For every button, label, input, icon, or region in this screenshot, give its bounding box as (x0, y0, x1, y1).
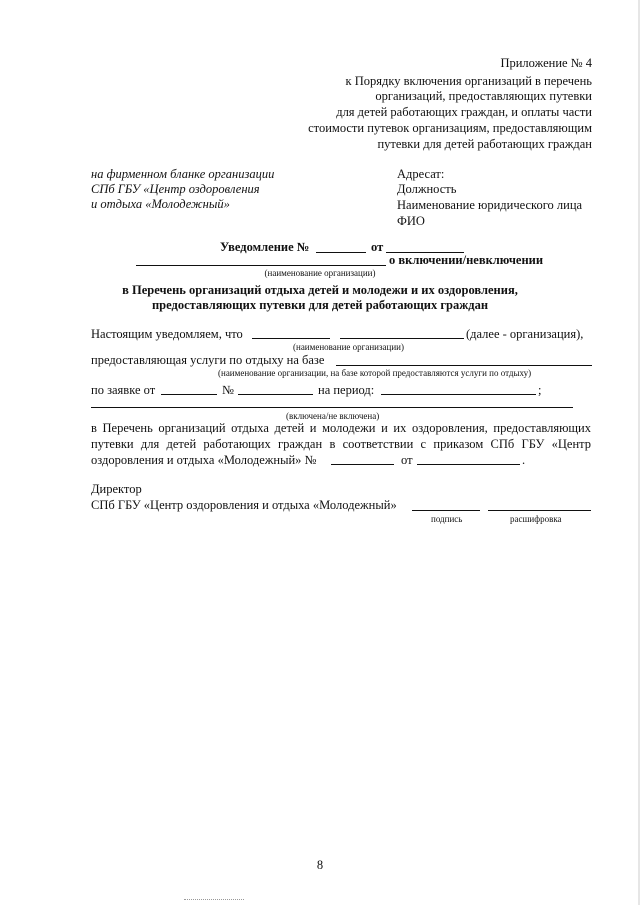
paragraph-text: предоставляющая услуги по отдыху на базе (91, 353, 325, 367)
notice-date-label: от (371, 240, 384, 254)
request-number-blank (238, 394, 313, 395)
letterhead-line: и отдыха «Молодежный» (91, 197, 230, 211)
paragraph-text: (далее - организация), (466, 327, 584, 341)
order-number-blank (331, 464, 394, 465)
org-name-blank (252, 338, 330, 339)
page-number: 8 (316, 858, 324, 872)
signature-hint: подпись (431, 514, 463, 524)
decode-hint: расшифровка (510, 514, 562, 524)
paragraph-text: . (522, 453, 526, 467)
addressee-line: ФИО (397, 214, 425, 228)
signature-role: Директор (91, 482, 142, 496)
paragraph-text: на период: (318, 383, 375, 397)
notice-title-word: Уведомление № (220, 240, 310, 254)
letterhead-line: на фирменном бланке организации (91, 167, 275, 181)
appendix-line: для детей работающих граждан, и оплаты части (336, 105, 592, 119)
scan-artifact (184, 899, 244, 900)
appendix-line: к Порядку включения организаций в перечень (345, 74, 592, 88)
appendix-line: путевки для детей работающих граждан (377, 137, 592, 151)
appendix-line: Приложение № 4 (500, 56, 592, 70)
org-name-hint: (наименование организации) (264, 268, 376, 278)
order-date-blank (417, 464, 520, 465)
signature-org: СПб ГБУ «Центр оздоровления и отдыха «Молодежный» (91, 498, 397, 512)
base-org-hint: (наименование организации, на базе которой предоставляются услуги по отдыху) (218, 368, 532, 378)
notice-subtitle: предоставляющих путевки для детей работающих граждан (151, 298, 489, 312)
base-org-blank (336, 365, 592, 366)
request-date-blank (161, 394, 217, 395)
period-blank (381, 394, 536, 395)
status-hint: (включена/не включена) (286, 411, 380, 421)
paragraph-text: № (222, 383, 234, 397)
appendix-line: организаций, предоставляющих путевки (375, 89, 592, 103)
notice-number-blank (316, 252, 366, 253)
addressee-line: Должность (397, 182, 457, 196)
addressee-line: Наименование юридического лица (397, 198, 583, 212)
paragraph-text: оздоровления и отдыха «Молодежный» № (91, 453, 317, 467)
status-blank (91, 407, 573, 408)
org-name-hint: (наименование организации) (293, 342, 404, 352)
signature-blank (412, 510, 480, 511)
org-name-blank (340, 338, 464, 339)
paragraph-line: в Перечень организаций отдыха детей и молодежи и их оздоровления, предоставляющих (91, 421, 591, 435)
paragraph-text: от (401, 453, 413, 467)
appendix-line: стоимости путевок организациям, предоставляющим (308, 121, 592, 135)
notice-subtitle: в Перечень организаций отдыха детей и молодежи и их оздоровления, (122, 283, 518, 297)
addressee-line: Адресат: (397, 167, 445, 181)
decode-blank (488, 510, 591, 511)
paragraph-text: ; (538, 383, 542, 397)
inclusion-label: о включении/невключении (389, 253, 544, 267)
paragraph-text: по заявке от (91, 383, 156, 397)
letterhead-line: СПб ГБУ «Центр оздоровления (91, 182, 260, 196)
org-name-blank (136, 265, 386, 266)
paragraph-text: Настоящим уведомляем, что (91, 327, 243, 341)
paragraph-line: путевки для детей работающих граждан в соответствии с приказом СПб ГБУ «Центр (91, 437, 591, 451)
